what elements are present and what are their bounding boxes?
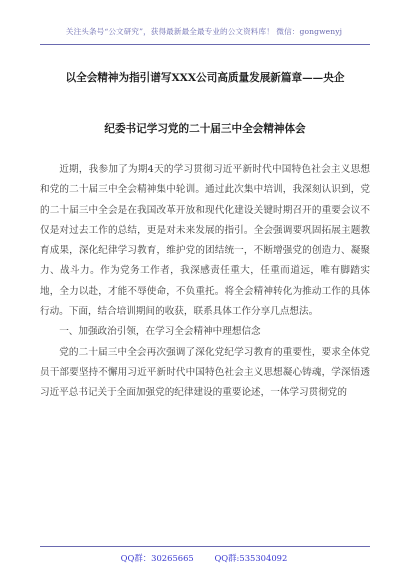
header-divider — [40, 44, 370, 45]
body-paragraph: 党的二十届三中全会再次强调了深化党纪学习教育的重要性，要求全体党员干部要坚持不懈用习近平新时代中国特色社会主义思想凝心铸魂，学深悟透习近平总书记关于全面加强党的纪律建设的重要论述，一体学习贯彻党的 — [40, 346, 370, 399]
footer-divider — [40, 546, 370, 547]
document-body — [40, 160, 370, 404]
header-banner: 关注头条号“公文研究”，获得最新最全最专业的公文资料库！ 微信：gongwenyj — [65, 27, 343, 36]
footer — [0, 552, 408, 564]
section-heading: 一、加强政治引领，在学习全会精神中理想信念 — [59, 326, 261, 338]
footer-qq-group-2: QQ群:535304092 — [214, 553, 288, 563]
document-title-line-1: 以全会精神为指引谱写XXX公司高质量发展新篇章——央企 — [65, 72, 345, 84]
body-paragraph: 近期，我参加了为期4天的学习贯彻习近平新时代中国特色社会主义思想和党的二十届三中全会精神集中轮训。通过此次集中培训，我深刻认识到，党的二十届三中全会是在我国改革开放和现代化建设关键时期召开的重要会议不仅是对过去工作的总结，更是对未来发展的指引。全会强调要巩固拓展主题教育成果，深化纪律学习教育，维护党的团结统一，不断增强党的创造力、凝聚力、战斗力。作为党务工作者，我深感责任重大，任重而道远，唯有脚踏实地，全力以赴，才能不辱使命，不负重托。将全会精神转化为推动工作的具体行动。下面，结合培训期间的收获，联系具体工作分享几点想法。 — [40, 164, 370, 318]
footer-qq-group-1: QQ群：30265665 — [120, 553, 194, 563]
document-title-line-2: 纪委书记学习党的二十届三中全会精神体会 — [104, 123, 306, 135]
